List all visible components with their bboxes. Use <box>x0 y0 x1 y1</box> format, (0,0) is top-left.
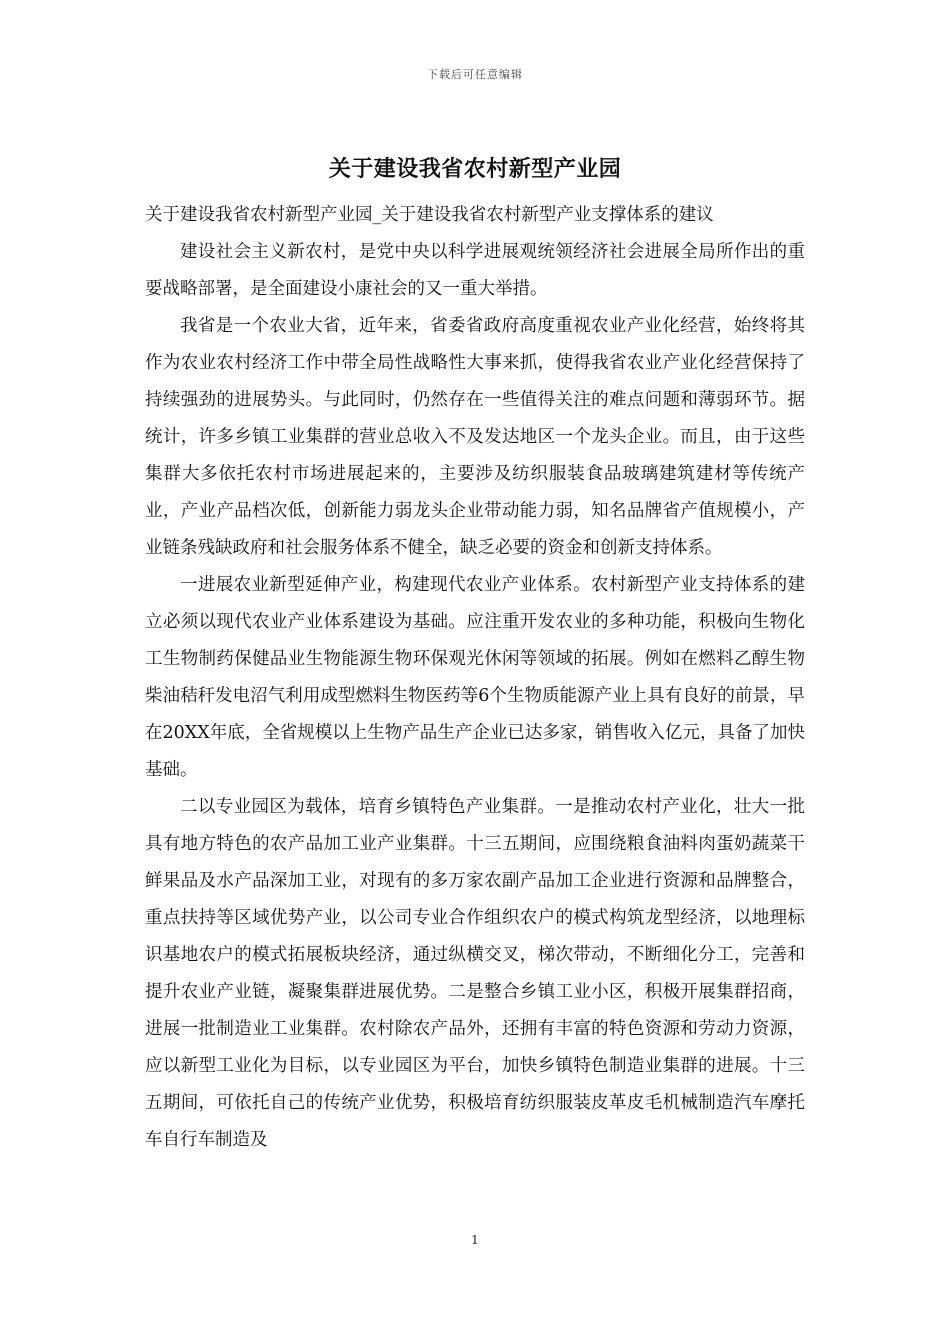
header-note: 下载后可任意编辑 <box>427 68 523 81</box>
document-body <box>145 197 805 1159</box>
paragraph-2: 我省是一个农业大省，近年来，省委省政府高度重视农业产业化经营，始终将其作为农业农村经济工作中带全局性战略性大事来抓，使得我省农业产业化经营保持了持续强劲的进展势头。与此同时，仍然存在一些值得关注的难点问题和薄弱环节。据统计，许多乡镇工业集群的营业总收入不及发达地区一个龙头企业。而且，由于这些集群大多依托农村市场进展起来的，主要涉及纺织服装食品玻璃建筑建材等传统产业，产业产品档次低，创新能力弱龙头企业带动能力弱，知名品牌省产值规模小，产业链条残缺政府和社会服务体系不健全，缺乏必要的资金和创新支持体系。 <box>145 316 805 558</box>
paragraph-3: 一进展农业新型延伸产业，构建现代农业产业体系。农村新型产业支持体系的建立必须以现代农业产业体系建设为基础。应注重开发农业的多种功能，积极向生物化工生物制药保健品业生物能源生物环保观光休闲等领域的拓展。例如在燃料乙醇生物柴油秸秆发电沼气利用成型燃料生物医药等6个生物质能源产业上具有良好的前景，早在20XX年底，全省规模以上生物产品生产企业已达多家，销售收入亿元，具备了加快基础。 <box>145 575 805 780</box>
document-subtitle: 关于建设我省农村新型产业园_关于建设我省农村新型产业支撑体系的建议 <box>145 205 714 225</box>
paragraph-4: 二以专业园区为载体，培育乡镇特色产业集群。一是推动农村产业化，壮大一批具有地方特色的农产品加工业产业集群。十三五期间，应围绕粮食油料肉蛋奶蔬菜干鲜果品及水产品深加工业，对现有的多万家农副产品加工企业进行资源和品牌整合，重点扶持等区域优势产业，以公司专业合作组织农户的模式构筑龙型经济，以地理标识基地农户的模式拓展板块经济，通过纵横交叉，梯次带动，不断细化分工，完善和提升农业产业链，凝聚集群进展优势。二是整合乡镇工业小区，积极开展集群招商，进展一批制造业工业集群。农村除农产品外，还拥有丰富的特色资源和劳动力资源，应以新型工业化为目标，以专业园区为平台，加快乡镇特色制造业集群的进展。十三五期间，可依托自己的传统产业优势，积极培育纺织服装皮革皮毛机械制造汽车摩托车自行车制造及 <box>145 797 805 1150</box>
paragraph-1: 建设社会主义新农村，是党中央以科学进展观统领经济社会进展全局所作出的重要战略部署，是全面建设小康社会的又一重大举措。 <box>145 242 805 299</box>
document-title: 关于建设我省农村新型产业园 <box>328 156 622 182</box>
page-number: 1 <box>471 1233 479 1247</box>
